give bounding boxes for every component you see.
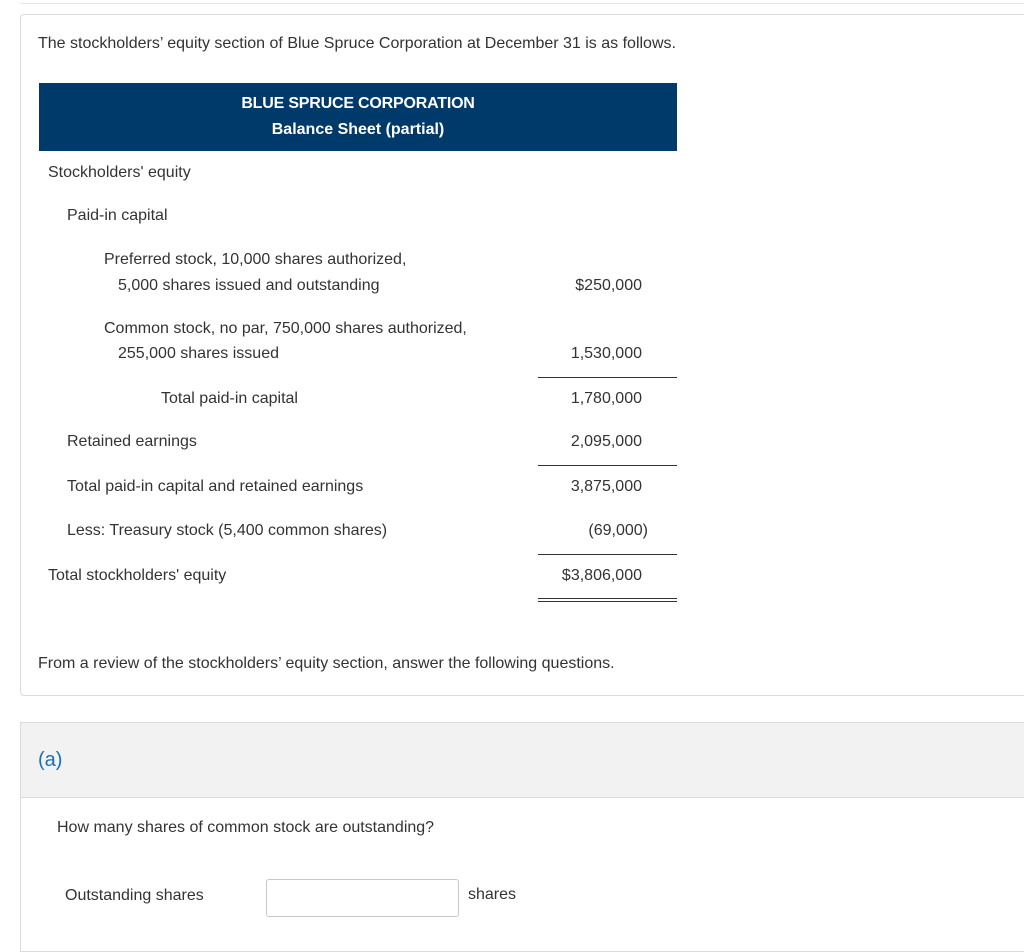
treasury-stock-amount: (69,000) (588, 522, 648, 539)
shares-unit-label: shares (468, 886, 517, 903)
part-a-header (21, 723, 1024, 798)
outstanding-shares-label: Outstanding shares (65, 887, 204, 904)
treasury-stock-label: Less: Treasury stock (5,400 common shares) (67, 522, 388, 539)
retained-earnings-label: Retained earnings (67, 433, 197, 450)
total-paid-in-capital-label: Total paid-in capital (161, 390, 298, 407)
total-paid-in-capital-amount: 1,780,000 (570, 390, 642, 407)
common-stock-amount: 1,530,000 (570, 345, 642, 362)
total-pic-re-amount: 3,875,000 (570, 478, 642, 495)
retained-earnings-amount: 2,095,000 (570, 433, 642, 450)
subtotal-rule (538, 554, 677, 555)
part-a-label: (a) (38, 749, 63, 771)
total-pic-re-label: Total paid-in capital and retained earnings (67, 478, 364, 495)
preferred-stock-line2: 5,000 shares issued and outstanding (118, 277, 380, 294)
total-stockholders-equity-amount: $3,806,000 (561, 567, 642, 584)
balance-sheet-subtitle: Balance Sheet (partial) (271, 121, 445, 138)
total-stockholders-equity-label: Total stockholders' equity (48, 567, 227, 584)
preferred-stock-amount: $250,000 (575, 277, 642, 294)
balance-sheet-header (39, 83, 677, 151)
intro-text: The stockholders’ equity section of Blue Spruce Corporation at December 31 is as follows. (38, 35, 676, 52)
common-stock-line2: 255,000 shares issued (118, 345, 279, 362)
top-divider (20, 3, 1024, 4)
total-double-rule (538, 598, 677, 602)
common-stock-line1: Common stock, no par, 750,000 shares authorized, (104, 320, 467, 337)
preferred-stock-line1: Preferred stock, 10,000 shares authorized, (104, 251, 407, 268)
outstanding-shares-input[interactable] (266, 879, 459, 917)
part-a-question: How many shares of common stock are outstanding? (57, 819, 435, 836)
subtotal-rule (538, 465, 677, 466)
company-name: BLUE SPRUCE CORPORATION (241, 95, 475, 112)
subtotal-rule (538, 377, 677, 378)
review-instructions: From a review of the stockholders’ equity section, answer the following questions. (38, 655, 615, 672)
paid-in-capital-label: Paid-in capital (67, 207, 168, 224)
section-stockholders-equity: Stockholders' equity (48, 164, 191, 181)
